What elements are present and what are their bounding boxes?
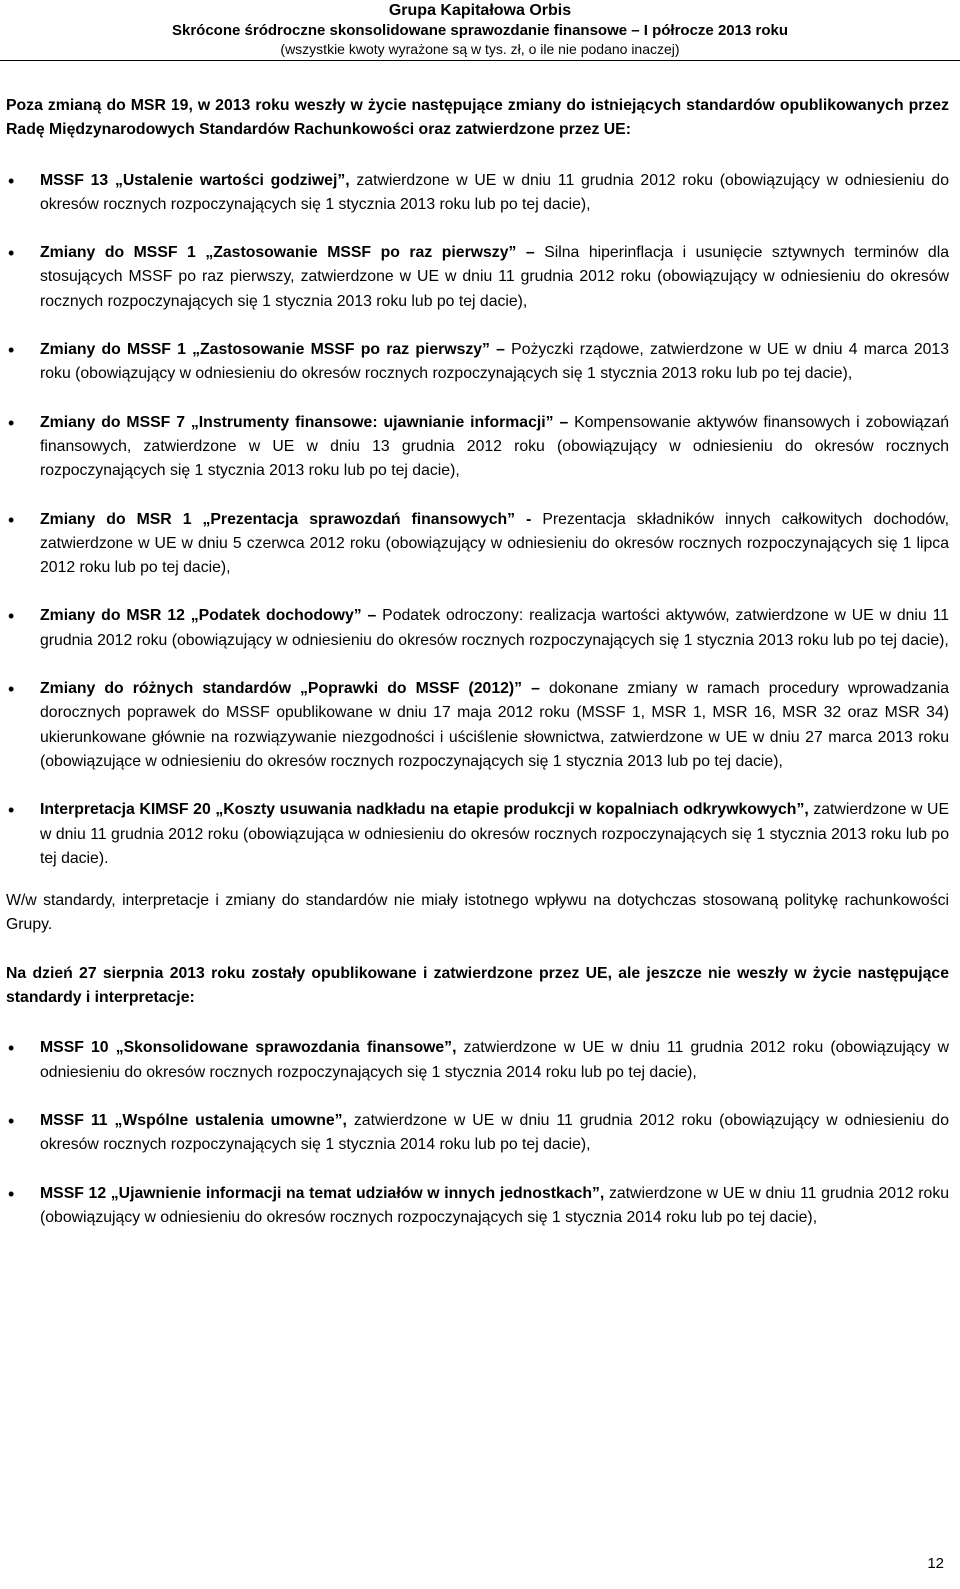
item-heading: Interpretacja KIMSF 20 „Koszty usuwania nadkładu na etapie produkcji w kopalniach odkrywkowych”, [40, 801, 809, 819]
effective-standards-list [6, 169, 949, 872]
list-item [6, 1109, 949, 1158]
item-text: Pożyczki rządowe, zatwierdzone w UE w dniu 4 marca 2013 roku (obowiązujący w odniesieniu do okresów rocznych rozpoczynających się 1 stycznia 2013 roku lub po tej dacie), [40, 341, 949, 383]
item-heading: MSSF 13 „Ustalenie wartości godziwej”, [40, 171, 350, 189]
item-text: zatwierdzone w UE w dniu 11 grudnia 2012 roku (obowiązujący w odniesieniu do okresów rocznych rozpoczynających się 1 stycznia 2014 roku lub po tej dacie), [40, 1039, 950, 1081]
list-item [6, 508, 949, 581]
list-item [6, 1182, 949, 1231]
intro-paragraph: Poza zmianą do MSR 19, w 2013 roku weszły w życie następujące zmiany do istniejących standardów opublikowanych przez Radę Międzynarodowych Standardów Rachunkowości oraz zatwierdzone przez UE: [6, 97, 949, 139]
list-item [6, 604, 949, 653]
header-divider [0, 60, 960, 61]
list-item [6, 411, 949, 484]
list-item [6, 338, 949, 387]
item-text: zatwierdzone w UE w dniu 11 grudnia 2012 roku (obowiązujący w odniesieniu do okresów rocznych rozpoczynających się 1 stycznia 2014 roku lub po tej dacie), [40, 1184, 949, 1226]
item-text: Podatek odroczony: realizacja wartości aktywów, zatwierdzone w UE w dniu 11 grudnia 2012 roku (obowiązujący w odniesieniu do okresów rocznych rozpoczynających się 1 stycznia 2013 roku lub po tej dacie), [40, 607, 949, 649]
item-heading: Zmiany do MSR 1 „Prezentacja sprawozdań finansowych” - [40, 510, 532, 528]
report-title: Skrócone śródroczne skonsolidowane sprawozdanie finansowe – I półrocze 2013 roku [171, 22, 788, 39]
item-text: zatwierdzone w UE w dniu 11 grudnia 2012 roku (obowiązująca w odniesieniu do okresów rocznych rozpoczynających się 1 stycznia 2013 roku lub po tej dacie). [40, 801, 949, 867]
item-heading: MSSF 11 „Wspólne ustalenia umowne”, [40, 1111, 347, 1129]
item-text: Prezentacja składników innych całkowitych dochodów, zatwierdzone w UE w dniu 5 czerwca 2012 roku (obowiązujący w odniesieniu do okresów rocznych rozpoczynających się 1 lipca 2012 roku lub po tej dacie), [40, 510, 949, 577]
page-header [0, 0, 960, 58]
document-body [6, 94, 949, 1230]
item-heading: Zmiany do MSSF 1 „Zastosowanie MSSF po raz pierwszy” – [40, 341, 505, 359]
item-heading: Zmiany do różnych standardów „Poprawki do MSSF (2012)” – [40, 680, 540, 698]
page-number: 12 [927, 1555, 944, 1572]
list-item [6, 798, 949, 871]
item-heading: MSSF 10 „Skonsolidowane sprawozdania finansowe”, [40, 1039, 457, 1057]
item-heading: MSSF 12 „Ujawnienie informacji na temat udziałów w innych jednostkach”, [40, 1184, 605, 1202]
item-heading: Zmiany do MSSF 1 „Zastosowanie MSSF po raz pierwszy” – [40, 244, 535, 262]
list-item [6, 169, 949, 218]
pending-standards-list [6, 1036, 949, 1230]
list-item [6, 1036, 949, 1085]
amounts-note: (wszystkie kwoty wyrażone są w tys. zł, o ile nie podano inaczej) [280, 41, 680, 57]
item-text: Kompensowanie aktywów finansowych i zobowiązań finansowych, zatwierdzone w UE w dniu 13 grudnia 2012 roku (obowiązujący w odniesieniu do okresów rocznych rozpoczynających się 1 stycznia 2013 roku lub po tej dacie), [40, 413, 950, 480]
list-item [6, 677, 949, 774]
list-item [6, 241, 949, 314]
item-text: Silna hiperinflacja i usunięcie sztywnych terminów dla stosujących MSSF po raz pierwszy, zatwierdzone w UE w dniu 11 grudnia 2012 roku (obowiązujący w odniesieniu do okresów rocznych rozpoczynających się 1 stycznia 2013 roku lub po tej dacie), [40, 244, 949, 310]
company-name: Grupa Kapitałowa Orbis [388, 2, 572, 19]
pending-intro-paragraph: Na dzień 27 sierpnia 2013 roku zostały opublikowane i zatwierdzone przez UE, ale jeszcze nie weszły w życie następujące standardy i interpretacje: [6, 964, 949, 1007]
impact-paragraph: W/w standardy, interpretacje i zmiany do standardów nie miały istotnego wpływu na dotychczas stosowaną politykę rachunkowości Grupy. [6, 892, 949, 934]
item-heading: Zmiany do MSR 12 „Podatek dochodowy” – [40, 607, 377, 625]
item-heading: Zmiany do MSSF 7 „Instrumenty finansowe: ujawnianie informacji” – [40, 413, 569, 431]
item-text: zatwierdzone w UE w dniu 11 grudnia 2012 roku (obowiązujący w odniesieniu do okresów rocznych rozpoczynających się 1 stycznia 2014 roku lub po tej dacie), [40, 1111, 950, 1154]
item-text: dokonane zmiany w ramach procedury wprowadzania dorocznych poprawek do MSSF opublikowane w dniu 17 maja 2012 roku (MSSF 1, MSR 1, MSR 16, MSR 32 oraz MSR 34) ukierunkowane głównie na rozwiązywanie niezgodności i uściślenie słownictwa, zatwierdzone w UE w dniu 27 marca 2013 roku (obowiązujące w odniesieniu do okresów rocznych rozpoczynających się 1 stycznia 2013 lub po tej dacie), [40, 680, 949, 770]
item-text: zatwierdzone w UE w dniu 11 grudnia 2012 roku (obowiązujący w odniesieniu do okresów rocznych rozpoczynających się 1 stycznia 2013 roku lub po tej dacie), [40, 171, 950, 213]
